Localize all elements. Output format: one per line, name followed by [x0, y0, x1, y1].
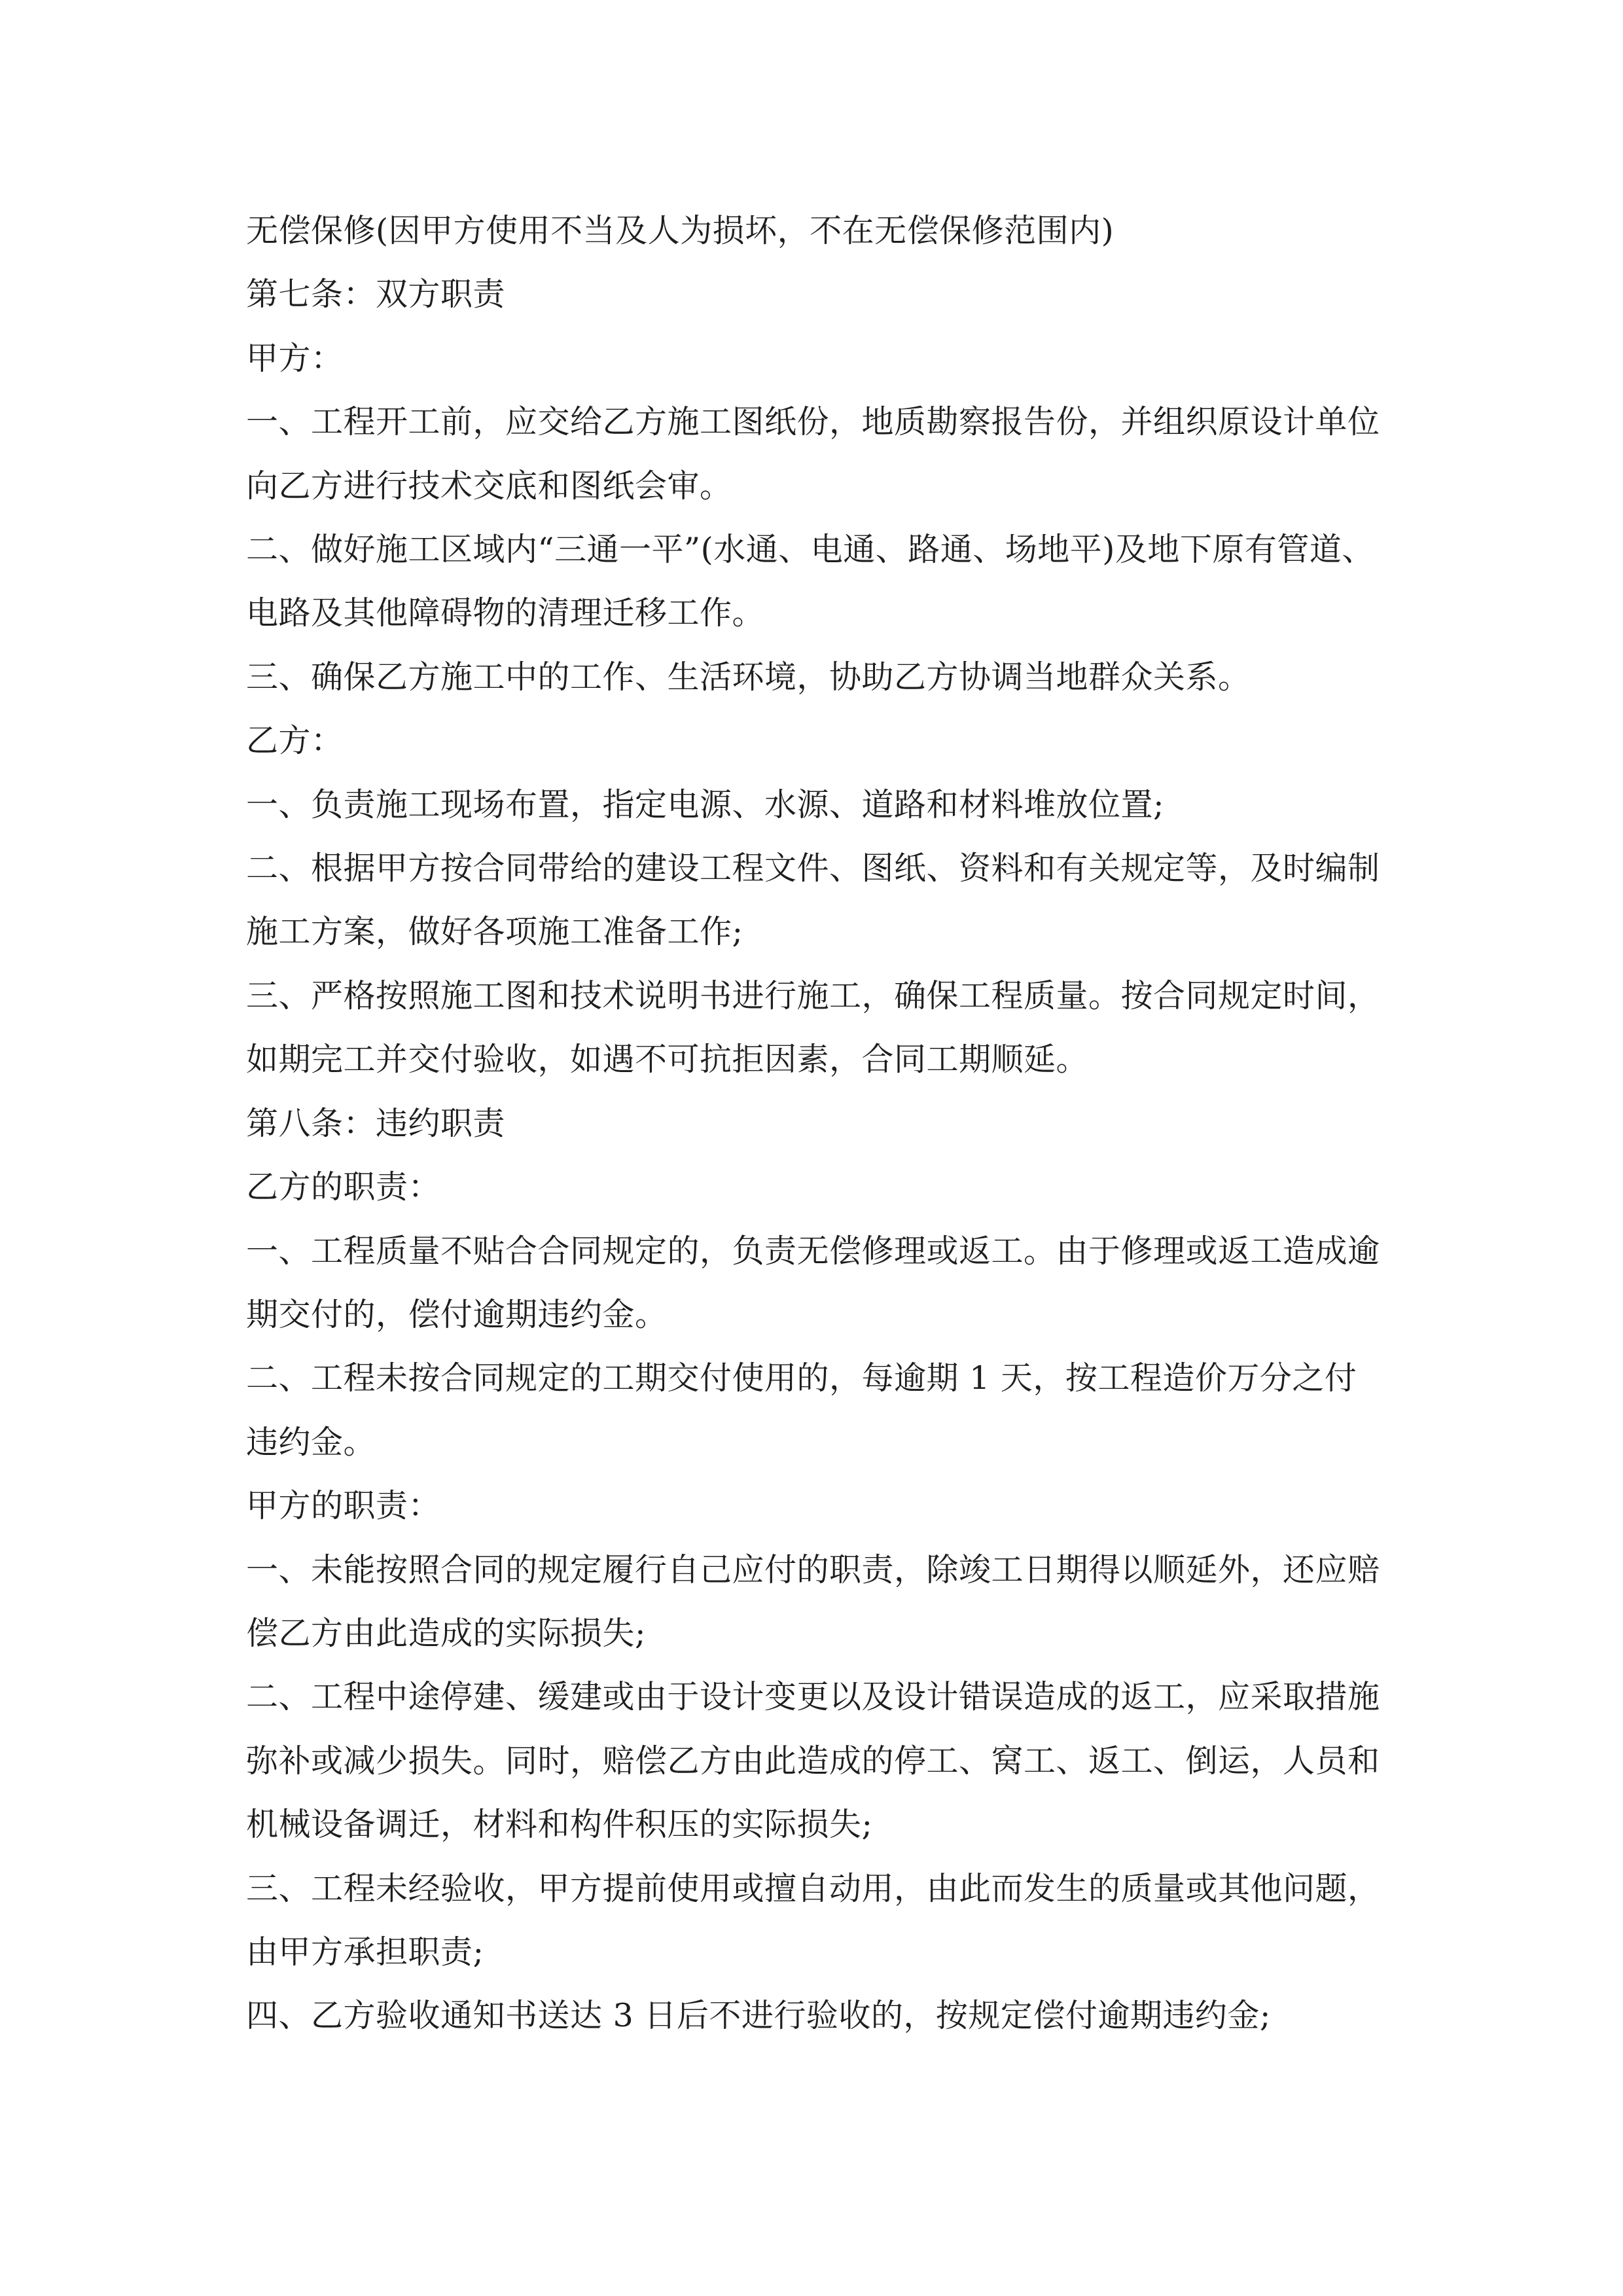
- party-a-duty-3: 三、确保乙方施工中的工作、生活环境，协助乙方协调当地群众关系。: [246, 658, 1251, 696]
- party-a-label: 甲方：: [246, 339, 344, 377]
- party-a-duty-2: 二、做好施工区域内“三通一平”(水通、电通、路通、场地平)及地下原有管道、电路及其他障碍物的清理迁移工作。: [246, 531, 1374, 632]
- contract-body: [246, 199, 1385, 2048]
- party-a-liability-4: 四、乙方验收通知书送达 3 日后不进行验收的，按规定偿付逾期违约金;: [246, 1997, 1271, 2035]
- party-b-label: 乙方：: [246, 722, 344, 760]
- party-a-liability-label: 甲方的职责：: [246, 1487, 441, 1525]
- paragraph-warranty-note: 无偿保修(因甲方使用不当及人为损坏，不在无偿保修范围内): [246, 212, 1115, 249]
- heading-article-8: 第八条：违约职责: [246, 1104, 506, 1142]
- party-b-liability-1: 一、工程质量不贴合合同规定的，负责无偿修理或返工。由于修理或返工造成逾期交付的，偿付逾期违约金。: [246, 1232, 1380, 1333]
- party-b-duty-2: 二、根据甲方按合同带给的建设工程文件、图纸、资料和有关规定等，及时编制施工方案，做好各项施工准备工作;: [246, 850, 1380, 951]
- party-b-liability-label: 乙方的职责：: [246, 1168, 441, 1206]
- heading-article-7: 第七条：双方职责: [246, 276, 506, 314]
- party-b-duty-1: 一、负责施工现场布置，指定电源、水源、道路和材料堆放位置;: [246, 785, 1165, 823]
- party-a-duty-1: 一、工程开工前，应交给乙方施工图纸份，地质勘察报告份，并组织原设计单位向乙方进行技术交底和图纸会审。: [246, 403, 1380, 505]
- party-b-duty-3: 三、严格按照施工图和技术说明书进行施工，确保工程质量。按合同规定时间，如期完工并交付验收，如遇不可抗拒因素，合同工期顺延。: [246, 977, 1380, 1079]
- party-a-liability-2: 二、工程中途停建、缓建或由于设计变更以及设计错误造成的返工，应采取措施弥补或减少损失。同时，赔偿乙方由此造成的停工、窝工、返工、倒运，人员和机械设备调迁，材料和构件积压的实际损失;: [246, 1678, 1380, 1844]
- party-b-liability-2: 二、工程未按合同规定的工期交付使用的，每逾期 1 天，按工程造价万分之付违约金。: [246, 1359, 1357, 1461]
- party-a-liability-3: 三、工程未经验收，甲方提前使用或擅自动用，由此而发生的质量或其他问题，由甲方承担职责;: [246, 1869, 1380, 1971]
- party-a-liability-1: 一、未能按照合同的规定履行自己应付的职责，除竣工日期得以顺延外，还应赔偿乙方由此造成的实际损失;: [246, 1551, 1380, 1652]
